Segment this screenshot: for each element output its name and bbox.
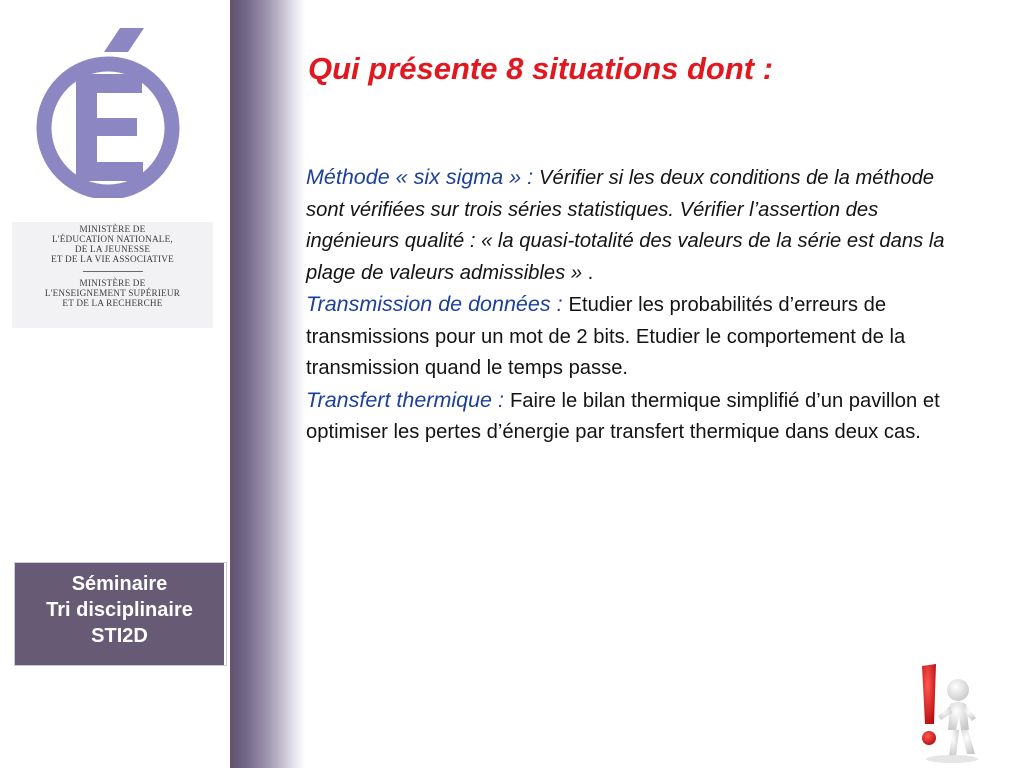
slide-title: Qui présente 8 situations dont : — [308, 51, 774, 86]
e-accent-logo-icon — [28, 28, 188, 198]
ministry-line: ET DE LA VIE ASSOCIATIVE — [51, 254, 174, 264]
transmission-label: Transmission de données : — [306, 292, 569, 316]
ministry-line: MINISTÈRE DE — [79, 224, 146, 234]
ministry-line: L'ENSEIGNEMENT SUPÉRIEUR — [44, 288, 181, 298]
six-sigma-label: Méthode « six sigma » : — [306, 165, 540, 189]
ministry-line: MINISTÈRE DE — [79, 278, 146, 288]
transmission-text: Etudier les probabilités d’erreurs de transmissions pour un mot de 2 bits. Etudier le comportement de la transmission quand le temps passe. — [306, 294, 906, 379]
exclamation-figure-icon — [892, 660, 988, 765]
ministry-label — [12, 222, 213, 328]
six-sigma-text: Vérifier si les deux conditions de la méthode sont vérifiées sur trois séries statistiques. Vérifier l’assertion des ingénieurs qualité : « la quasi-totalité des valeurs de la série est dans la plage de valeurs admissibles » — [306, 167, 945, 284]
ministry-line: L'ÉDUCATION NATIONALE, — [52, 234, 173, 244]
thermique-text: Faire le bilan thermique simplifié d’un pavillon et optimiser les pertes d’énergie par transfert thermique dans deux cas. — [306, 389, 940, 443]
slide-body — [306, 162, 946, 449]
thermique-label: Transfert thermique : — [306, 387, 510, 412]
ministry-divider — [83, 271, 143, 272]
left-gradient-band — [230, 0, 306, 768]
republique-logo — [28, 28, 188, 198]
seminar-line-1: Séminaire — [71, 573, 168, 595]
ministry-line: DE LA JEUNESSE — [74, 244, 151, 254]
seminar-box — [15, 563, 226, 665]
seminar-line-2: Tri disciplinaire — [46, 599, 193, 621]
six-sigma-tail: . — [587, 261, 594, 284]
seminar-line-3: STI2D — [91, 625, 148, 647]
ministry-line: ET DE LA RECHERCHE — [62, 298, 163, 308]
